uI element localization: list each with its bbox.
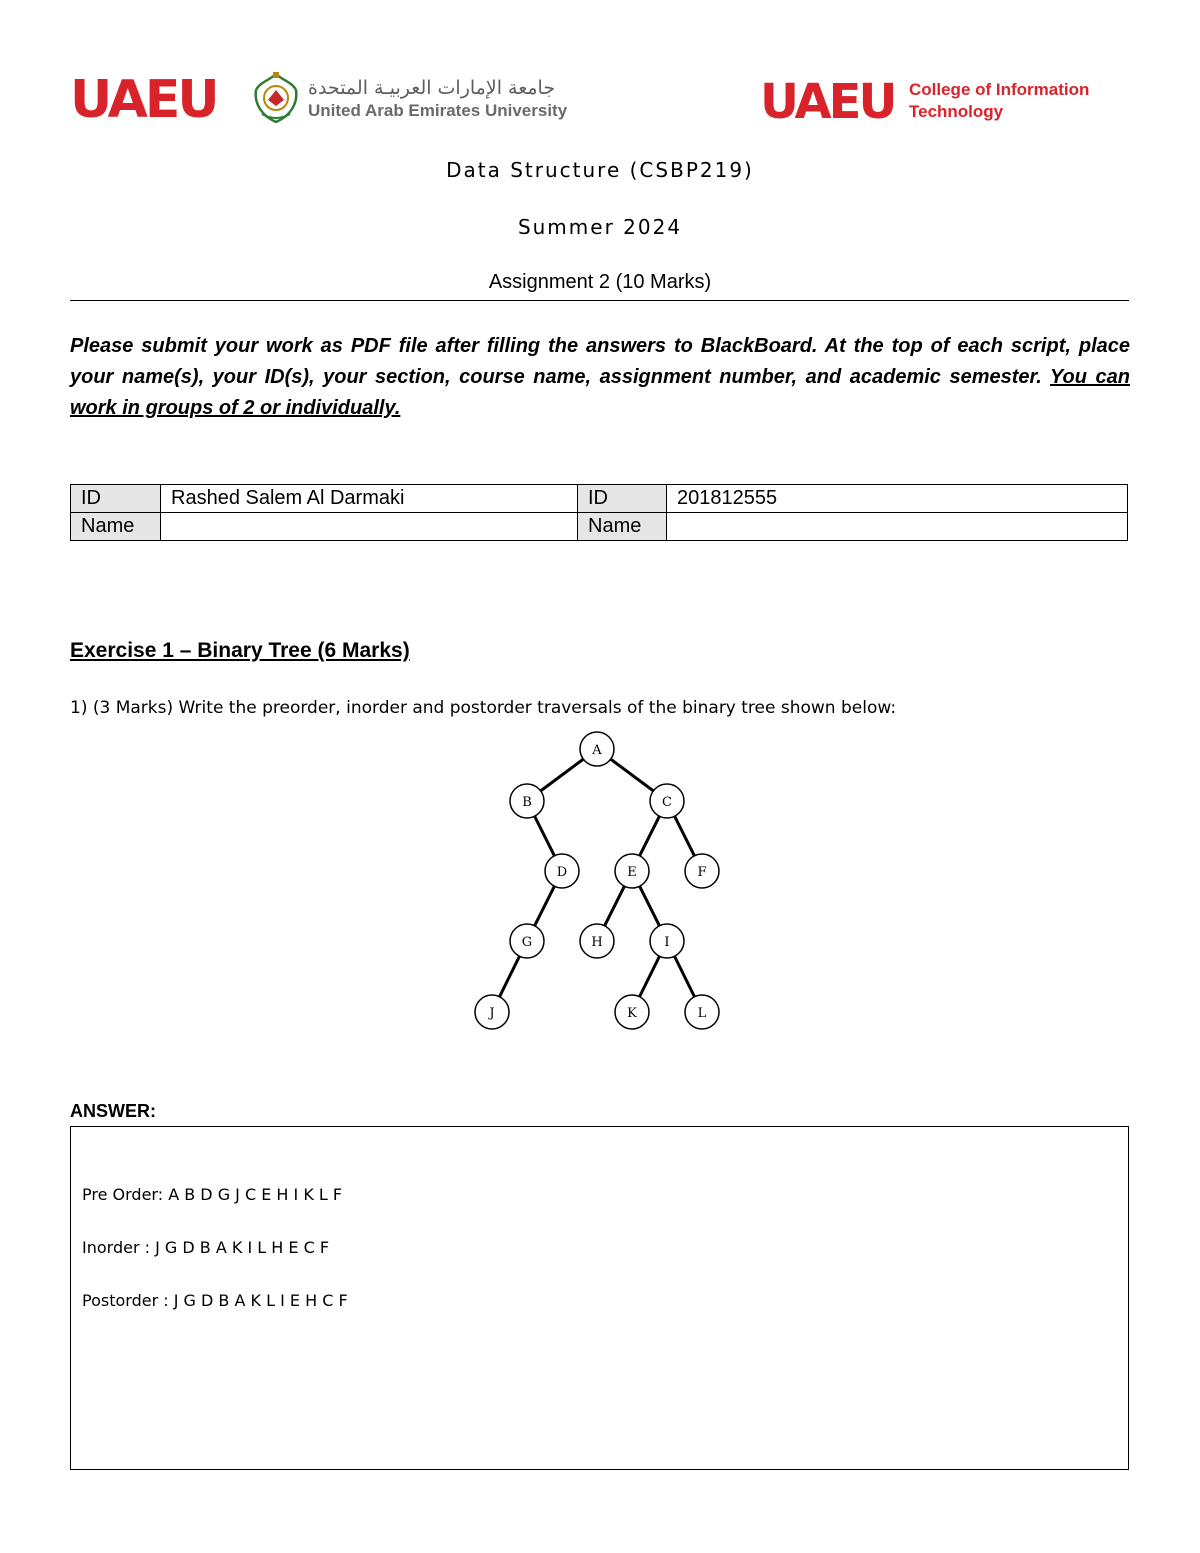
tree-node-J bbox=[475, 995, 509, 1029]
tree-node-label: C bbox=[662, 795, 672, 810]
college-name-line1: College of Information bbox=[909, 80, 1090, 99]
binary-tree-diagram bbox=[460, 725, 760, 1045]
tree-edge-A-B bbox=[541, 759, 584, 791]
tree-node-H bbox=[580, 924, 614, 958]
tree-node-label: I bbox=[664, 935, 670, 950]
tree-edge-I-K bbox=[640, 956, 660, 997]
name-value-2[interactable] bbox=[667, 513, 1128, 541]
table-row bbox=[71, 513, 1128, 541]
tree-edge-G-J bbox=[500, 956, 520, 997]
tree-edge-C-F bbox=[675, 816, 695, 856]
college-name bbox=[909, 79, 1089, 123]
college-name-line2: Technology bbox=[909, 102, 1004, 121]
tree-edge-I-L bbox=[675, 956, 695, 997]
tree-node-label: A bbox=[592, 743, 602, 758]
tree-node-A bbox=[580, 732, 614, 766]
tree-node-G bbox=[510, 924, 544, 958]
answer-label: ANSWER: bbox=[70, 1101, 156, 1121]
id-value-2[interactable]: 201812555 bbox=[667, 485, 1128, 513]
tree-node-label: F bbox=[697, 865, 707, 880]
tree-node-label: G bbox=[521, 935, 533, 950]
course-title: Data Structure (CSBP219) bbox=[446, 158, 754, 182]
university-seal-icon bbox=[252, 70, 300, 126]
name-label-2: Name bbox=[578, 513, 667, 541]
uaeu-logo-right: UAEU bbox=[760, 74, 895, 130]
tree-node-label: D bbox=[556, 865, 568, 880]
id-value-1[interactable]: Rashed Salem Al Darmaki bbox=[161, 485, 578, 513]
tree-node-label: J bbox=[489, 1006, 495, 1021]
tree-node-label: E bbox=[627, 865, 637, 880]
tree-node-I bbox=[650, 924, 684, 958]
table-row bbox=[71, 485, 1128, 513]
inorder-answer: Inorder : J G D B A K I L H E C F bbox=[82, 1238, 330, 1257]
student-info-table bbox=[70, 484, 1128, 541]
tree-edge-C-E bbox=[640, 816, 660, 856]
preorder-answer: Pre Order: A B D G J C E H I K L F bbox=[82, 1185, 343, 1204]
assignment-title: Assignment 2 (10 Marks) bbox=[488, 271, 712, 293]
uaeu-logo-left: UAEU bbox=[70, 70, 217, 130]
university-name-arabic: جامعة الإمارات العربيـة المتحدة bbox=[308, 77, 556, 99]
tree-node-F bbox=[685, 854, 719, 888]
name-label-1: Name bbox=[71, 513, 161, 541]
tree-edge-B-D bbox=[535, 816, 555, 856]
tree-node-label: K bbox=[627, 1006, 637, 1021]
title-divider bbox=[70, 300, 1129, 301]
tree-node-label: B bbox=[522, 795, 532, 810]
tree-node-L bbox=[685, 995, 719, 1029]
tree-node-K bbox=[615, 995, 649, 1029]
tree-node-C bbox=[650, 784, 684, 818]
tree-node-label: L bbox=[697, 1006, 707, 1021]
postorder-answer: Postorder : J G D B A K L I E H C F bbox=[82, 1291, 348, 1310]
tree-edge-D-G bbox=[535, 886, 555, 926]
name-value-1[interactable] bbox=[161, 513, 578, 541]
instructions-groups: You can work in groups of 2 or individually. bbox=[70, 366, 1130, 419]
exercise-heading: Exercise 1 – Binary Tree (6 Marks) bbox=[70, 639, 410, 662]
id-label-2: ID bbox=[578, 485, 667, 513]
tree-edge-A-C bbox=[611, 759, 654, 791]
tree-node-E bbox=[615, 854, 649, 888]
tree-edge-E-I bbox=[640, 886, 660, 926]
university-name-english: United Arab Emirates University bbox=[308, 101, 568, 120]
answer-box[interactable] bbox=[70, 1126, 1129, 1470]
tree-node-label: H bbox=[591, 935, 603, 950]
tree-node-B bbox=[510, 784, 544, 818]
question-text: 1) (3 Marks) Write the preorder, inorder and postorder traversals of the binary tree shown below: bbox=[70, 698, 897, 718]
tree-edge-E-H bbox=[605, 886, 625, 926]
term-title: Summer 2024 bbox=[517, 215, 683, 239]
instructions-main: Please submit your work as PDF file after filling the answers to BlackBoard. At the top of each script, place your name(s), your ID(s), your section, course name, assignment number, and academic semester. bbox=[70, 335, 1130, 388]
id-label-1: ID bbox=[71, 485, 161, 513]
tree-node-D bbox=[545, 854, 579, 888]
instructions bbox=[70, 331, 1130, 424]
